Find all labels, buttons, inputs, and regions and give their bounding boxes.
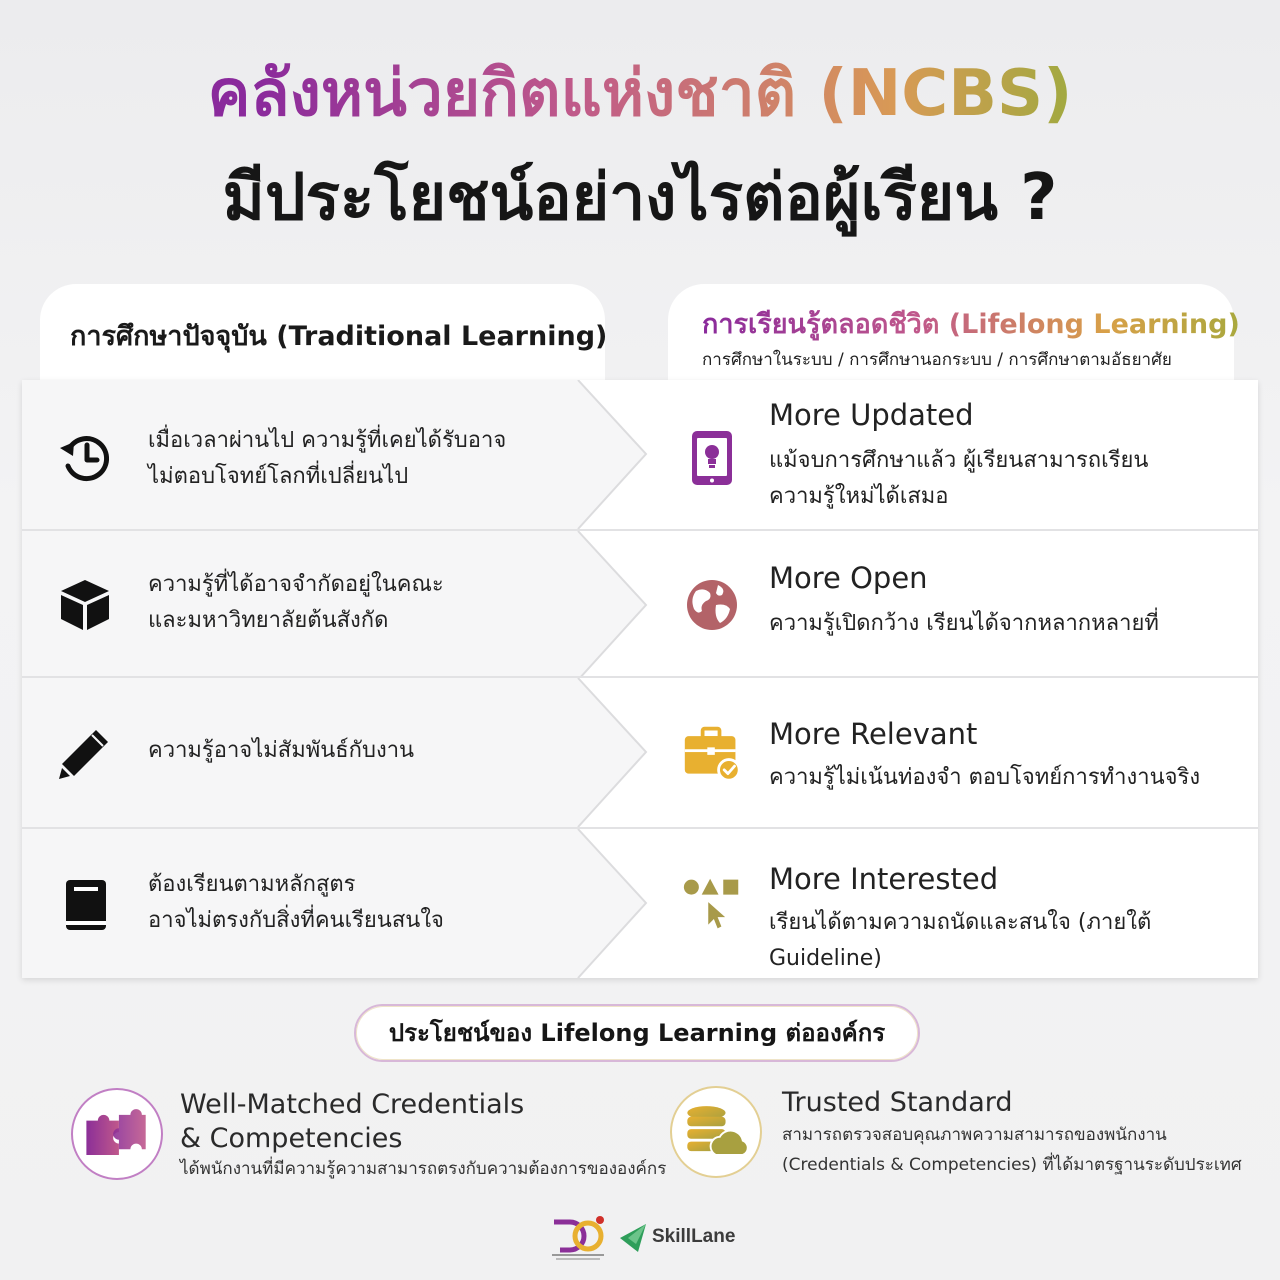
row-right-desc-line: ความรู้เปิดกว้าง เรียนได้จากหลากหลายที่: [769, 611, 1159, 636]
puzzle-icon: [73, 1090, 161, 1178]
row-right-desc-line: เรียนได้ตามความถนัดและสนใจ (ภายใต้ Guideline): [769, 910, 1152, 971]
page-title-line1: คลังหน่วยกิตแห่งชาติ (NCBS): [0, 52, 1280, 136]
lifelong-learning-label: การเรียนรู้ตลอดชีวิต (Lifelong Learning): [702, 302, 1240, 345]
shapes-cursor-icon: [682, 874, 742, 934]
lifelong-learning-tab: [668, 284, 1240, 380]
pencil-icon: [56, 725, 114, 783]
benefit-desc-line: สามารถตรวจสอบคุณภาพความสามารถของพนักงาน: [782, 1125, 1167, 1145]
briefcase-check-icon: [682, 723, 742, 783]
org-benefits-heading: ประโยชน์ของ Lifelong Learning ต่อองค์กร: [354, 1004, 920, 1062]
book-icon: [56, 877, 114, 935]
row-left-line: ความรู้อาจไม่สัมพันธ์กับงาน: [148, 738, 415, 763]
database-cloud-icon-circle: [670, 1086, 762, 1178]
traditional-learning-tab: [40, 284, 608, 380]
benefit-title: [782, 1086, 1013, 1120]
history-clock-icon: [56, 428, 114, 486]
database-cloud-icon: [672, 1088, 760, 1176]
more-relevant-title: More Relevant: [769, 717, 978, 751]
row-right-desc-line: ความรู้ใหม่ได้เสมอ: [769, 484, 949, 509]
tablet-lightbulb-icon: [682, 428, 742, 488]
traditional-learning-label: การศึกษาปัจจุบัน (Traditional Learning): [70, 321, 608, 352]
row-left-line: และมหาวิทยาลัยต้นสังกัด: [148, 608, 389, 633]
benefit-title: [180, 1088, 524, 1156]
row-right-desc-line: แม้จบการศึกษาแล้ว ผู้เรียนสามารถเรียน: [769, 448, 1149, 473]
benefit-desc: ได้พนักงานที่มีความรู้ความสามารถตรงกับความต้องการขององค์กร: [180, 1159, 667, 1179]
more-open-title: More Open: [769, 561, 928, 595]
comparison-row: [22, 829, 1258, 978]
cube-icon: [56, 575, 114, 633]
globe-icon: [682, 575, 742, 635]
puzzle-icon-circle: [71, 1088, 163, 1180]
row-left-line: ความรู้ที่ได้อาจจำกัดอยู่ในคณะ: [148, 572, 444, 597]
row-left-line: เมื่อเวลาผ่านไป ความรู้ที่เคยได้รับอาจ: [148, 428, 507, 453]
comparison-table: [22, 380, 1258, 978]
benefit-title-line: Well-Matched Credentials: [180, 1089, 525, 1120]
ministry-logo: [548, 1212, 608, 1264]
comparison-row: [22, 380, 1258, 529]
comparison-row: [22, 678, 1258, 827]
row-right-desc-line: ความรู้ไม่เน้นท่องจำ ตอบโจทย์การทำงานจริง: [769, 765, 1201, 790]
row-left-line: ไม่ตอบโจทย์โลกที่เปลี่ยนไป: [148, 464, 409, 489]
benefit-desc-line: (Credentials & Competencies) ที่ได้มาตรฐานระดับประเทศ: [782, 1155, 1242, 1175]
skilllane-wordmark: SkillLane: [652, 1226, 736, 1247]
benefit-title-line: Trusted Standard: [782, 1087, 1013, 1118]
row-left-line: อาจไม่ตรงกับสิ่งที่คนเรียนสนใจ: [148, 908, 444, 933]
row-left-line: ต้องเรียนตามหลักสูตร: [148, 872, 356, 897]
comparison-row: [22, 531, 1258, 680]
page-title-line2: มีประโยชน์อย่างไรต่อผู้เรียน ?: [222, 161, 1058, 235]
more-interested-title: More Interested: [769, 862, 999, 896]
more-updated-title: More Updated: [769, 398, 974, 432]
benefit-title-line: & Competencies: [180, 1123, 403, 1154]
lifelong-learning-sublabel: การศึกษาในระบบ / การศึกษานอกระบบ / การศึกษาตามอัธยาศัย: [702, 350, 1172, 370]
